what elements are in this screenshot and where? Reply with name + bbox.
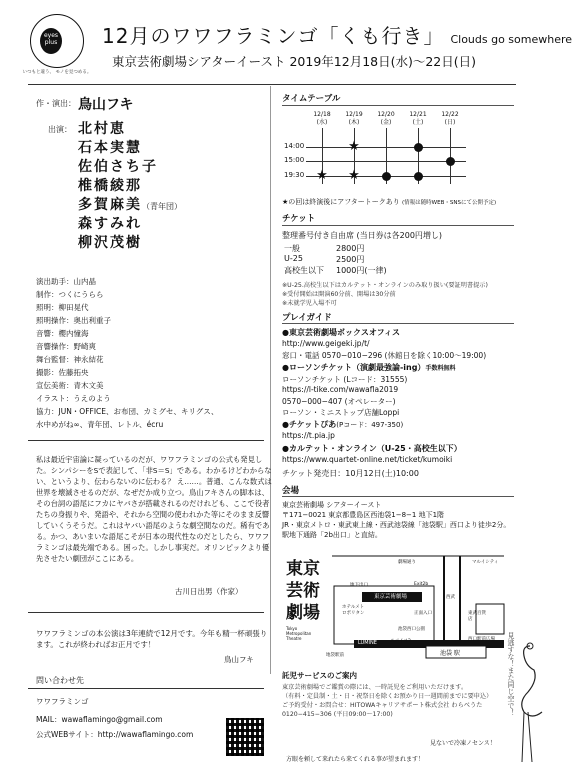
about-text: ワワフラミンゴの本公演は3年連続で12月です。今年も精一杯頑張ります。これが終わればお正月です！ [36, 629, 268, 649]
contact-web[interactable]: 公式WEBサイト：http://wawaflamingo.com [36, 730, 194, 739]
section-divider [282, 323, 514, 324]
timetable-note: ★の回は終演後にアフタートークあり (情報は随時WEB・SNSにて公開予定) [282, 198, 497, 206]
title-english: Clouds go somewhere [450, 33, 572, 46]
timetable-time: 19:30 [284, 171, 305, 179]
eyes-plus-logo-mark: eyes plus [40, 28, 62, 54]
ticket-intro: 整理番号付き自由席 (当日券は各200円増し) [282, 231, 443, 240]
cast-member: 柳沢茂樹 [78, 235, 142, 251]
timetable-time: 14:00 [284, 142, 305, 150]
timetable-day: 12/19 (木) [345, 111, 363, 126]
map-label: 西武 [446, 595, 455, 600]
playguide-name: ●ローソンチケット（演劇最強論-ing）手数料無料 [282, 363, 456, 372]
price-value: 2800円 [336, 244, 365, 253]
playguide-line[interactable]: http://www.geigeki.jp/t/ [282, 339, 370, 348]
map-label: 西口駅前広場 [468, 637, 495, 642]
performance-dot [382, 172, 391, 181]
cast-note: （青年団） [142, 202, 182, 211]
left-divider [28, 688, 264, 689]
childcare-line: （有料・定員制・土・日・祝祭日を除くお預かり日一週間前までに要申込） [282, 693, 493, 700]
credit-line: 宣伝美術：青木文美 [36, 381, 104, 390]
map-label: マルイシティ [472, 560, 499, 565]
venue-line: JR・東京メトロ・東武東上線・西武池袋線「池袋駅」西口より徒歩2分。 [282, 521, 511, 529]
contact-mail[interactable]: MAIL：wawaflamingo@gmail.com [36, 715, 163, 724]
playguide-line: ローソン・ミニストップ店舗Loppi [282, 408, 400, 417]
childcare-line: 東京芸術劇場でご鑑賞の際には、一時託児をご利用いただけます。 [282, 684, 468, 691]
map-label: Exit2b [414, 582, 429, 587]
section-divider [282, 496, 514, 497]
credit-line: 音響：櫻内憧海 [36, 329, 89, 338]
venue-heading: 会場 [282, 486, 300, 496]
director-name: 鳥山フキ [78, 97, 134, 113]
timetable-row-line [306, 147, 466, 148]
credit-line: イラスト：うえのよう [36, 394, 111, 403]
access-map [286, 554, 510, 660]
playguide-line[interactable]: https://www.quartet-online.net/ticket/kumoiki [282, 455, 453, 464]
ticket-note: ※U-25.高校生以下はカルテット・オンラインのみ取り扱い(要証明書提示) [282, 282, 488, 289]
ticket-release-date: チケット発売日：10月12日(土)10:00 [282, 469, 419, 478]
credit-line: 制作：つくにうらら [36, 290, 104, 299]
left-divider [28, 440, 264, 441]
contact-heading: 問い合わせ先 [36, 676, 84, 685]
bottom-note: 見ないで冷凍ノセンス！ [430, 740, 496, 747]
cast-member: 多賀麻美（青年団） [78, 197, 182, 213]
timetable-day: 12/18 (水) [313, 111, 331, 126]
childcare-heading: 託児サービスのご案内 [282, 671, 357, 680]
ticket-note: ※受付開始は開演60分前、開場は30分前 [282, 291, 396, 298]
price-value: 1000円(一律) [336, 266, 387, 275]
map-big-title: 東京芸術劇場 [286, 559, 320, 623]
director-label: 作・演出： [36, 99, 76, 108]
venue-line: 東京芸術劇場 シアターイースト [282, 501, 382, 509]
performance-star: ★ [348, 139, 360, 154]
cast-label: 出演： [48, 125, 72, 134]
price-label: U-25 [284, 254, 303, 263]
playguide-line: ローソンチケット (Lコード：31555) [282, 375, 408, 384]
essay-signature: 古川日出男（作家） [175, 587, 243, 596]
performance-dot [414, 143, 423, 152]
credit-line: 音響操作：野崎爽 [36, 342, 96, 351]
bottom-note: 方眼を頼して来れたら来てくれる事が望まれます！ [286, 756, 425, 763]
cast-member: 石本実慧 [78, 140, 142, 156]
credit-line: 撮影：佐藤拓央 [36, 368, 89, 377]
playguide-line: 窓口・電話 0570−010−296 (休館日を除く10:00〜19:00) [282, 351, 487, 360]
price-label: 一般 [284, 244, 300, 253]
credit-line: 照明：柳田晃代 [36, 303, 89, 312]
left-divider [28, 612, 264, 613]
logo-caption: いつもと違う、 モノを見つめる。 [22, 70, 92, 75]
credit-line: 舞台監督：神永結花 [36, 355, 104, 364]
childcare-line: 0120−415−306 (平日09:00〜17:00) [282, 711, 393, 718]
page-title: 12月のワワフラミンゴ「くも行き」 Clouds go somewhere [102, 24, 572, 48]
map-label: ホテルメトロポリタン [342, 605, 365, 616]
timetable-day: 12/21 (土) [409, 111, 427, 126]
map-label: 東武百貨店 [468, 611, 486, 622]
map-label: 正面入口 [414, 611, 432, 616]
section-divider [282, 225, 514, 226]
credit-line: 協力：JUN・OFFICE、お布団、カミグセ、キリグス、 [36, 407, 219, 416]
essay-text: 私は最近宇宙論に凝っているのだが、ワワフラミンゴの公式も発見した。シンパシーをSで表記して、「非S＝S」である。わかるけどわからない、というより、伝わらないのに伝わる？ え……。普通、こんな数式は世界を壊滅させるのだが、なぜだか成り立つ。鳥山フキさんの脚本は、その台詞の語尾にフカにヤバさが搭載されるのだけれども、ここで役者たちの身振りや、発語や、それから空間の使われかた等にそのまま反響していくうそうだ。これはヤバい語尾のような劇空間なのだ。稀有である。かつ、あいまいな語尾こそが日本の現代性なのだとしたら、ワワフラミンゴは最先端である。困った。しかし事実だ。オリンピックより優先させたい劇団がここにある。 [36, 455, 272, 563]
childcare-line: ご予約受付・お問合せ：HITOWAキャリアサポート株式会社 わらべうた [282, 702, 483, 709]
column-divider [270, 86, 271, 674]
timetable-day: 12/20 (金) [377, 111, 395, 126]
credit-line: 照明操作：奥出利重子 [36, 316, 111, 325]
qr-code [226, 718, 264, 756]
ticket-heading: チケット [282, 214, 316, 224]
performance-dot [446, 157, 455, 166]
credit-line: 水中めがね∞、青年団、レトル、écru [36, 420, 164, 429]
cast-member: 佐伯さち子 [78, 159, 158, 175]
timetable-row-line [306, 161, 466, 162]
header-divider [28, 84, 516, 85]
cast-member: 椎橋綾那 [78, 178, 142, 194]
performance-dot [414, 172, 423, 181]
playguide-heading: プレイガイド [282, 313, 332, 323]
map-label: スパイス2 [390, 639, 411, 644]
price-value: 2500円 [336, 255, 365, 264]
side-vertical-text: 見逃すな！また同じ空で！ [507, 632, 515, 716]
timetable-day: 12/22 (日) [441, 111, 459, 126]
timetable-time: 15:00 [284, 156, 305, 164]
ticket-note: ※未就学児入場不可 [282, 300, 337, 307]
map-big-title-en: Tokyo Metropolitan Theatre [286, 626, 312, 641]
about-signature: 鳥山フキ [224, 655, 254, 664]
playguide-name: ●チケットぴあ(Pコード：497-350) [282, 420, 404, 429]
performance-star: ★ [348, 168, 360, 183]
playguide-line[interactable]: https://l-tike.com/wawafla2019 [282, 385, 399, 394]
map-hall-label: 東京芸術劇場 [374, 594, 408, 600]
price-label: 高校生以下 [284, 266, 324, 275]
map-label: 池袋西口公園 [398, 627, 425, 632]
venue-dates: 東京芸術劇場シアターイースト 2019年12月18日(水)〜22日(日) [112, 54, 477, 69]
venue-line: 駅地下通路「2b出口」と直結。 [282, 531, 382, 539]
playguide-line[interactable]: https://t.pia.jp [282, 431, 335, 440]
playguide-line: 0570−000−407 (オペレーター) [282, 397, 396, 406]
map-label: 地下出口 [350, 583, 368, 588]
credit-line: 演出助手：山内晶 [36, 277, 96, 286]
flamingo-illustration [500, 640, 544, 768]
cast-member: 森すみれ [78, 216, 142, 232]
venue-line: 〒171−0021 東京都豊島区西池袋1−8−1 地下1階 [282, 511, 445, 519]
section-divider [282, 105, 514, 106]
map-label: 地袋駅前 [326, 653, 344, 658]
playguide-name: ●東京芸術劇場ボックスオフィス [282, 328, 401, 337]
cast-member: 北村恵 [78, 121, 126, 137]
contact-org: ワワフラミンゴ [36, 697, 89, 706]
map-label: 劇場通り [398, 560, 416, 565]
timetable-heading: タイムテーブル [282, 94, 341, 104]
map-station-label: 池袋 駅 [440, 650, 460, 657]
performance-star: ★ [316, 168, 328, 183]
playguide-name: ●カルテット・オンライン（U-25・高校生以下） [282, 444, 462, 453]
map-lumine-label: LUMINE [358, 640, 377, 646]
